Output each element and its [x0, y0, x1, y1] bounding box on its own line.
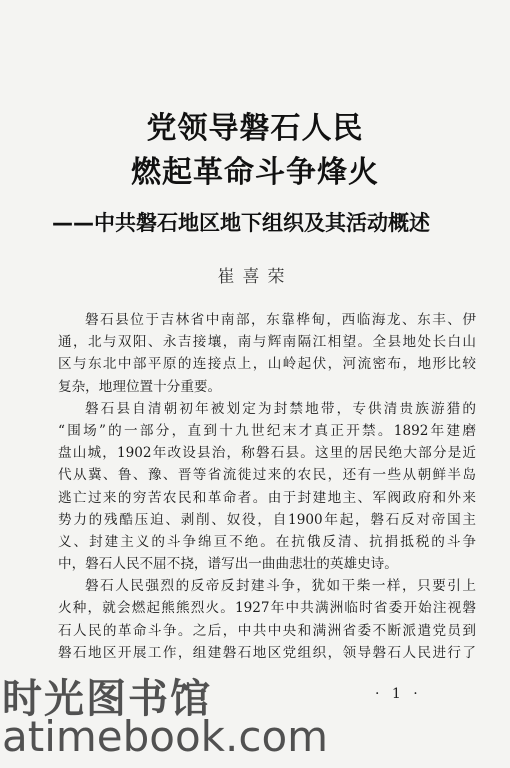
paragraph-line: 火种，就会燃起熊熊烈火。1927年中共满洲临时省委开始注视磐	[58, 600, 476, 617]
paragraph-line: 磐石地区开展工作，组建磐石地区党组织，领导磐石人民进行了	[58, 644, 476, 661]
body-text	[58, 309, 476, 664]
watermark-title: 时光图书馆	[2, 676, 212, 722]
paragraph-line: 石人民的革命斗争。之后，中共中央和满洲省委不断派遣党员到	[58, 622, 476, 639]
paragraph-line: 磐石县自清朝初年被划定为封禁地带，专供清贵族游猎的	[85, 400, 476, 417]
document-title-line-1: 党领导磐石人民	[146, 111, 364, 146]
document-title-line-2: 燃起革命斗争烽火	[131, 155, 379, 190]
author-name: 崔喜荣	[217, 267, 293, 287]
page-number: · 1 ·	[375, 686, 422, 702]
paragraph-line: 通，北与双阳、永吉接壤，南与辉南隔江相望。全县地处长白山	[58, 334, 476, 351]
paragraph-line: 中，磐石人民不屈不挠，谱写出一曲曲悲壮的英雄史诗。	[58, 556, 398, 573]
watermark-url: atimebook.com	[2, 712, 329, 761]
paragraph-line: 磐石人民强烈的反帝反封建斗争，犹如干柴一样，只要引上	[85, 578, 476, 595]
paragraph-line: “围场”的一部分，直到十九世纪末才真正开禁。1892年建磨	[58, 422, 476, 439]
paragraph-line: 势力的残酷压迫、剥削、奴役，自1900年起，磐石反对帝国主	[58, 511, 476, 528]
document-subtitle: ——中共磐石地区地下组织及其活动概述	[52, 211, 430, 235]
paragraph-line: 逃亡过来的穷苦农民和革命者。由于封建地主、军阀政府和外来	[58, 489, 476, 506]
paragraph-line: 义、封建主义的斗争绵亘不绝。在抗俄反清、抗捐抵税的斗争	[58, 533, 476, 550]
paragraph-line: 磐石县位于吉林省中南部，东靠桦甸，西临海龙、东丰、伊	[85, 312, 476, 328]
paragraph-line: 区与东北中部平原的连接点上，山岭起伏，河流密布，地形比较	[58, 356, 476, 373]
paragraph-line: 复杂，地理位置十分重要。	[58, 378, 222, 395]
paragraph-line: 代从冀、鲁、豫、晋等省流徙过来的农民，还有一些从朝鲜半岛	[58, 467, 476, 484]
paragraph-line: 盘山城，1902年改设县治，称磐石县。这里的居民绝大部分是近	[58, 445, 476, 462]
